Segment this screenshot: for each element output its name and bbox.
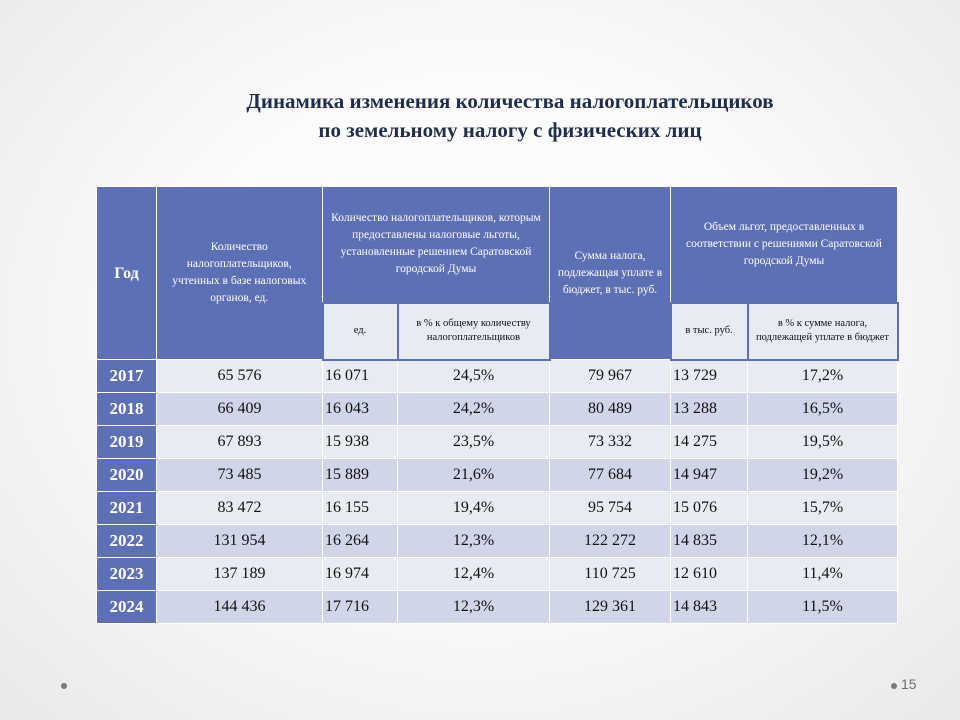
cell-taxpayers: 73 485 <box>157 459 323 492</box>
cell-volume-thousand: 14 275 <box>671 426 748 459</box>
cell-volume-thousand: 14 947 <box>671 459 748 492</box>
cell-volume-pct: 19,2% <box>748 459 898 492</box>
cell-taxpayers: 65 576 <box>157 360 323 393</box>
cell-volume-thousand: 14 835 <box>671 525 748 558</box>
cell-year: 2020 <box>97 459 157 492</box>
cell-taxpayers: 67 893 <box>157 426 323 459</box>
cell-year: 2023 <box>97 558 157 591</box>
header-tax-amount: Сумма налога, подлежащая уплате в бюджет, в тыс. руб. <box>550 187 671 360</box>
cell-taxpayers: 144 436 <box>157 591 323 624</box>
cell-volume-thousand: 13 729 <box>671 360 748 393</box>
cell-volume-pct: 19,5% <box>748 426 898 459</box>
cell-benefit-pct: 24,5% <box>398 360 550 393</box>
cell-benefit-pct: 23,5% <box>398 426 550 459</box>
cell-benefit-units: 16 071 <box>323 360 398 393</box>
taxpayers-table <box>96 186 899 624</box>
cell-tax-amount: 129 361 <box>550 591 671 624</box>
cell-benefit-pct: 12,3% <box>398 591 550 624</box>
table-row <box>97 360 898 393</box>
header-benefits-group: Количество налогоплательщиков, которым предоставлены налоговые льготы, установленные решением Саратовской городской Думы <box>323 187 550 303</box>
cell-volume-thousand: 14 843 <box>671 591 748 624</box>
page-number: 15 <box>901 676 917 692</box>
cell-tax-amount: 110 725 <box>550 558 671 591</box>
cell-benefit-units: 16 043 <box>323 393 398 426</box>
table-row <box>97 426 898 459</box>
header-volume-thousand: в тыс. руб. <box>671 303 748 360</box>
cell-tax-amount: 122 272 <box>550 525 671 558</box>
header-taxpayers: Количество налогоплательщиков, учтенных в базе налоговых органов, ед. <box>157 187 323 360</box>
cell-taxpayers: 83 472 <box>157 492 323 525</box>
cell-benefit-units: 15 938 <box>323 426 398 459</box>
cell-year: 2021 <box>97 492 157 525</box>
title-line-2: по земельному налогу с физических лиц <box>318 118 702 142</box>
header-benefits-pct: в % к общему количеству налогоплательщиков <box>398 303 550 360</box>
header-benefits-units: ед. <box>323 303 398 360</box>
cell-volume-pct: 12,1% <box>748 525 898 558</box>
cell-benefit-pct: 24,2% <box>398 393 550 426</box>
cell-volume-thousand: 12 610 <box>671 558 748 591</box>
table-row <box>97 525 898 558</box>
cell-benefit-pct: 12,3% <box>398 525 550 558</box>
cell-benefit-units: 16 155 <box>323 492 398 525</box>
cell-year: 2019 <box>97 426 157 459</box>
slide-nav-dot-right <box>891 683 897 689</box>
cell-volume-pct: 17,2% <box>748 360 898 393</box>
cell-taxpayers: 137 189 <box>157 558 323 591</box>
cell-tax-amount: 95 754 <box>550 492 671 525</box>
cell-tax-amount: 73 332 <box>550 426 671 459</box>
table-row <box>97 591 898 624</box>
table-row <box>97 393 898 426</box>
table-row <box>97 558 898 591</box>
cell-taxpayers: 131 954 <box>157 525 323 558</box>
table-row <box>97 492 898 525</box>
cell-benefit-units: 17 716 <box>323 591 398 624</box>
table-row <box>97 459 898 492</box>
title-line-1: Динамика изменения количества налогоплательщиков <box>246 89 774 113</box>
cell-volume-pct: 11,5% <box>748 591 898 624</box>
cell-year: 2024 <box>97 591 157 624</box>
cell-benefit-units: 15 889 <box>323 459 398 492</box>
header-year: Год <box>97 187 157 360</box>
cell-tax-amount: 79 967 <box>550 360 671 393</box>
cell-volume-thousand: 15 076 <box>671 492 748 525</box>
slide-nav-dot-left <box>61 683 67 689</box>
cell-year: 2017 <box>97 360 157 393</box>
cell-taxpayers: 66 409 <box>157 393 323 426</box>
cell-tax-amount: 77 684 <box>550 459 671 492</box>
cell-volume-thousand: 13 288 <box>671 393 748 426</box>
cell-benefit-pct: 19,4% <box>398 492 550 525</box>
cell-benefit-units: 16 974 <box>323 558 398 591</box>
header-volume-group: Объем льгот, предоставленных в соответствии с решениями Саратовской городской Думы <box>671 187 898 303</box>
cell-volume-pct: 11,4% <box>748 558 898 591</box>
cell-volume-pct: 15,7% <box>748 492 898 525</box>
cell-tax-amount: 80 489 <box>550 393 671 426</box>
cell-benefit-pct: 12,4% <box>398 558 550 591</box>
cell-year: 2022 <box>97 525 157 558</box>
header-volume-pct: в % к сумме налога, подлежащей уплате в бюджет <box>748 303 898 360</box>
cell-volume-pct: 16,5% <box>748 393 898 426</box>
slide-title <box>130 87 890 145</box>
cell-benefit-units: 16 264 <box>323 525 398 558</box>
cell-benefit-pct: 21,6% <box>398 459 550 492</box>
cell-year: 2018 <box>97 393 157 426</box>
